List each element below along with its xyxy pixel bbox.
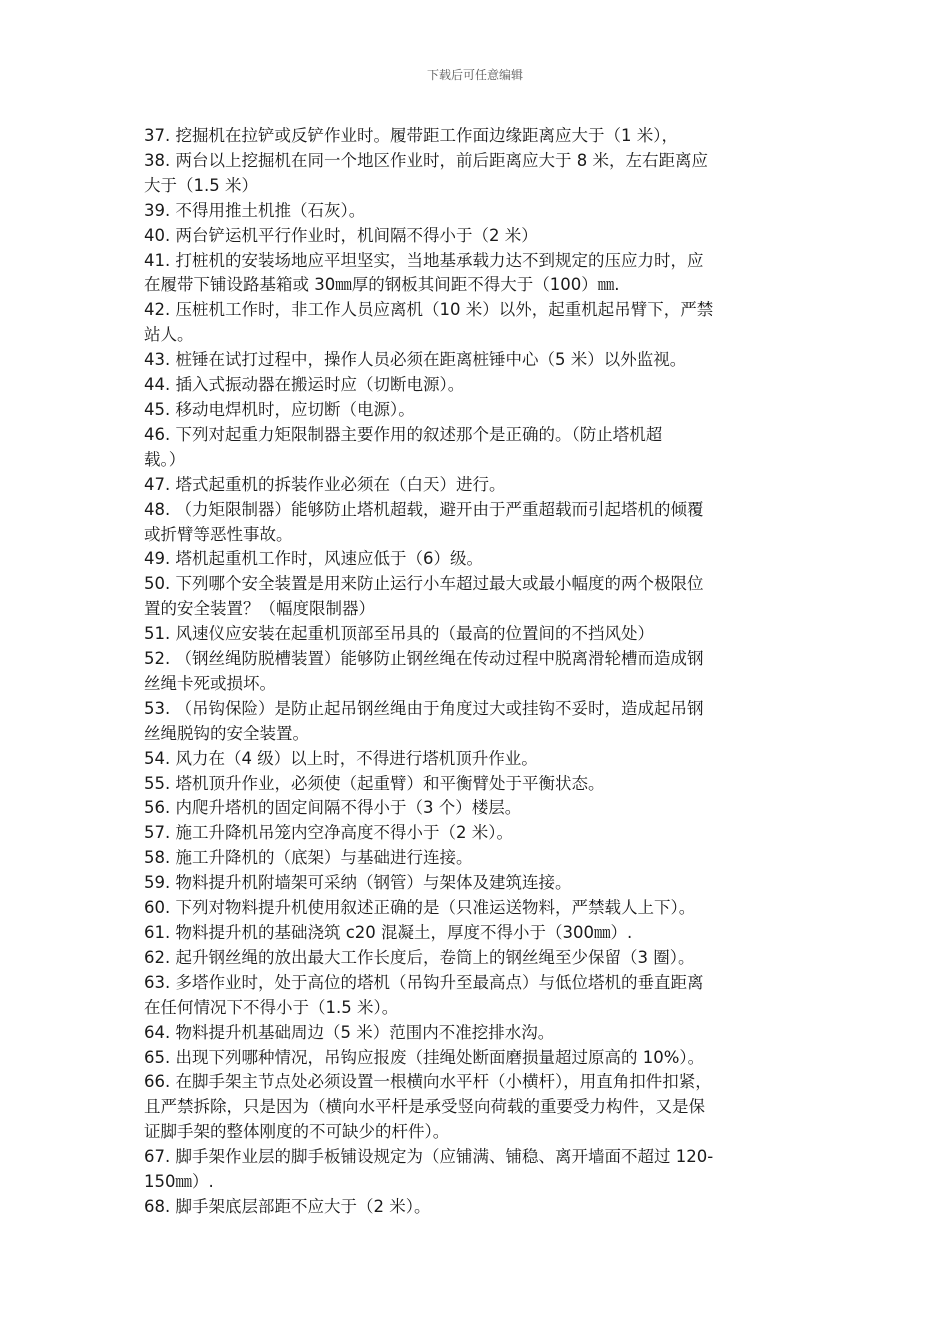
text-line: 150㎜）.	[144, 1172, 214, 1192]
text-line: 62. 起升钢丝绳的放出最大工作长度后，卷筒上的钢丝绳至少保留（3 圈）。	[144, 947, 695, 967]
text-line: 38. 两台以上挖掘机在同一个地区作业时，前后距离应大于 8 米，左右距离应	[144, 150, 708, 170]
text-line: 59. 物料提升机附墙架可采纳（钢管）与架体及建筑连接。	[144, 873, 572, 893]
text-line: 48. （力矩限制器）能够防止塔机超载，避开由于严重超载而引起塔机的倾覆	[144, 499, 704, 519]
text-line: 站人。	[144, 325, 194, 345]
text-line: 证脚手架的整体刚度的不可缺少的杆件）。	[144, 1122, 450, 1142]
text-line: 52. （钢丝绳防脱槽装置）能够防止钢丝绳在传动过程中脱离滑轮槽而造成钢	[144, 649, 704, 669]
text-line: 或折臂等恶性事故。	[144, 524, 293, 544]
text-line: 在履带下铺设路基箱或 30㎜厚的钢板其间距不得大于（100）㎜.	[144, 275, 620, 295]
document-body	[144, 124, 806, 1220]
text-line: 65. 出现下列哪种情况，吊钩应报废（挂绳处断面磨损量超过原高的 10%）。	[144, 1047, 705, 1067]
text-line: 55. 塔机顶升作业，必须使（起重臂）和平衡臂处于平衡状态。	[144, 773, 605, 793]
text-line: 57. 施工升降机吊笼内空净高度不得小于（2 米）。	[144, 823, 513, 843]
text-line: 41. 打桩机的安装场地应平坦坚实，当地基承载力达不到规定的压应力时，应	[144, 250, 704, 270]
text-line: 载。）	[144, 449, 186, 469]
text-line: 46. 下列对起重力矩限制器主要作用的叙述那个是正确的。（防止塔机超	[144, 424, 663, 444]
text-line: 43. 桩锤在试打过程中，操作人员必须在距离桩锤中心（5 米）以外监视。	[144, 350, 687, 370]
text-line: 61. 物料提升机的基础浇筑 c20 混凝土，厚度不得小于（300㎜）.	[144, 923, 633, 942]
text-line: 丝绳卡死或损坏。	[144, 673, 276, 693]
text-line: 68. 脚手架底层部距不应大于（2 米）。	[144, 1196, 431, 1216]
text-line: 42. 压桩机工作时，非工作人员应离机（10 米）以外，起重机起吊臂下，严禁	[144, 300, 714, 320]
text-line: 置的安全装置？（幅度限制器）	[144, 599, 375, 619]
text-line: 56. 内爬升塔机的固定间隔不得小于（3 个）楼层。	[144, 798, 522, 818]
text-line: 67. 脚手架作业层的脚手板铺设规定为（应铺满、铺稳、离开墙面不超过 120-	[144, 1147, 714, 1167]
text-line: 丝绳脱钩的安全装置。	[144, 723, 309, 743]
text-line: 45. 移动电焊机时，应切断（电源）。	[144, 399, 415, 419]
page-header: 下载后可任意编辑	[426, 68, 523, 82]
text-line: 53. （吊钩保险）是防止起吊钢丝绳由于角度过大或挂钩不妥时，造成起吊钢	[144, 698, 704, 718]
text-line: 47. 塔式起重机的拆装作业必须在（白天）进行。	[144, 474, 506, 494]
text-line: 50. 下列哪个安全装置是用来防止运行小车超过最大或最小幅度的两个极限位	[144, 574, 704, 594]
text-line: 40. 两台铲运机平行作业时，机间隔不得小于（2 米）	[144, 225, 538, 245]
text-line: 37. 挖掘机在拉铲或反铲作业时。履带距工作面边缘距离应大于（1 米），	[144, 126, 678, 145]
text-line: 60. 下列对物料提升机使用叙述正确的是（只准运送物料，严禁载人上下）。	[144, 898, 696, 918]
text-line: 51. 风速仪应安装在起重机顶部至吊具的（最高的位置间的不挡风处）	[144, 624, 654, 644]
text-line: 49. 塔机起重机工作时，风速应低于（6）级。	[144, 549, 483, 569]
text-line: 44. 插入式振动器在搬运时应（切断电源）。	[144, 375, 465, 395]
text-line: 且严禁拆除，只是因为（横向水平杆是承受竖向荷载的重要受力构件，又是保	[144, 1097, 705, 1117]
text-line: 63. 多塔作业时，处于高位的塔机（吊钩升至最高点）与低位塔机的垂直距离	[144, 972, 704, 992]
text-line: 39. 不得用推土机推（石灰）。	[144, 200, 366, 220]
text-line: 在任何情况下不得小于（1.5 米）。	[144, 997, 399, 1017]
text-line: 大于（1.5 米）	[144, 175, 258, 195]
text-line: 66. 在脚手架主节点处必须设置一根横向水平杆（小横杆），用直角扣件扣紧，	[144, 1072, 712, 1092]
text-line: 54. 风力在（4 级）以上时，不得进行塔机顶升作业。	[144, 748, 538, 768]
text-line: 64. 物料提升机基础周边（5 米）范围内不准挖排水沟。	[144, 1022, 555, 1042]
text-line: 58. 施工升降机的（底架）与基础进行连接。	[144, 848, 473, 868]
